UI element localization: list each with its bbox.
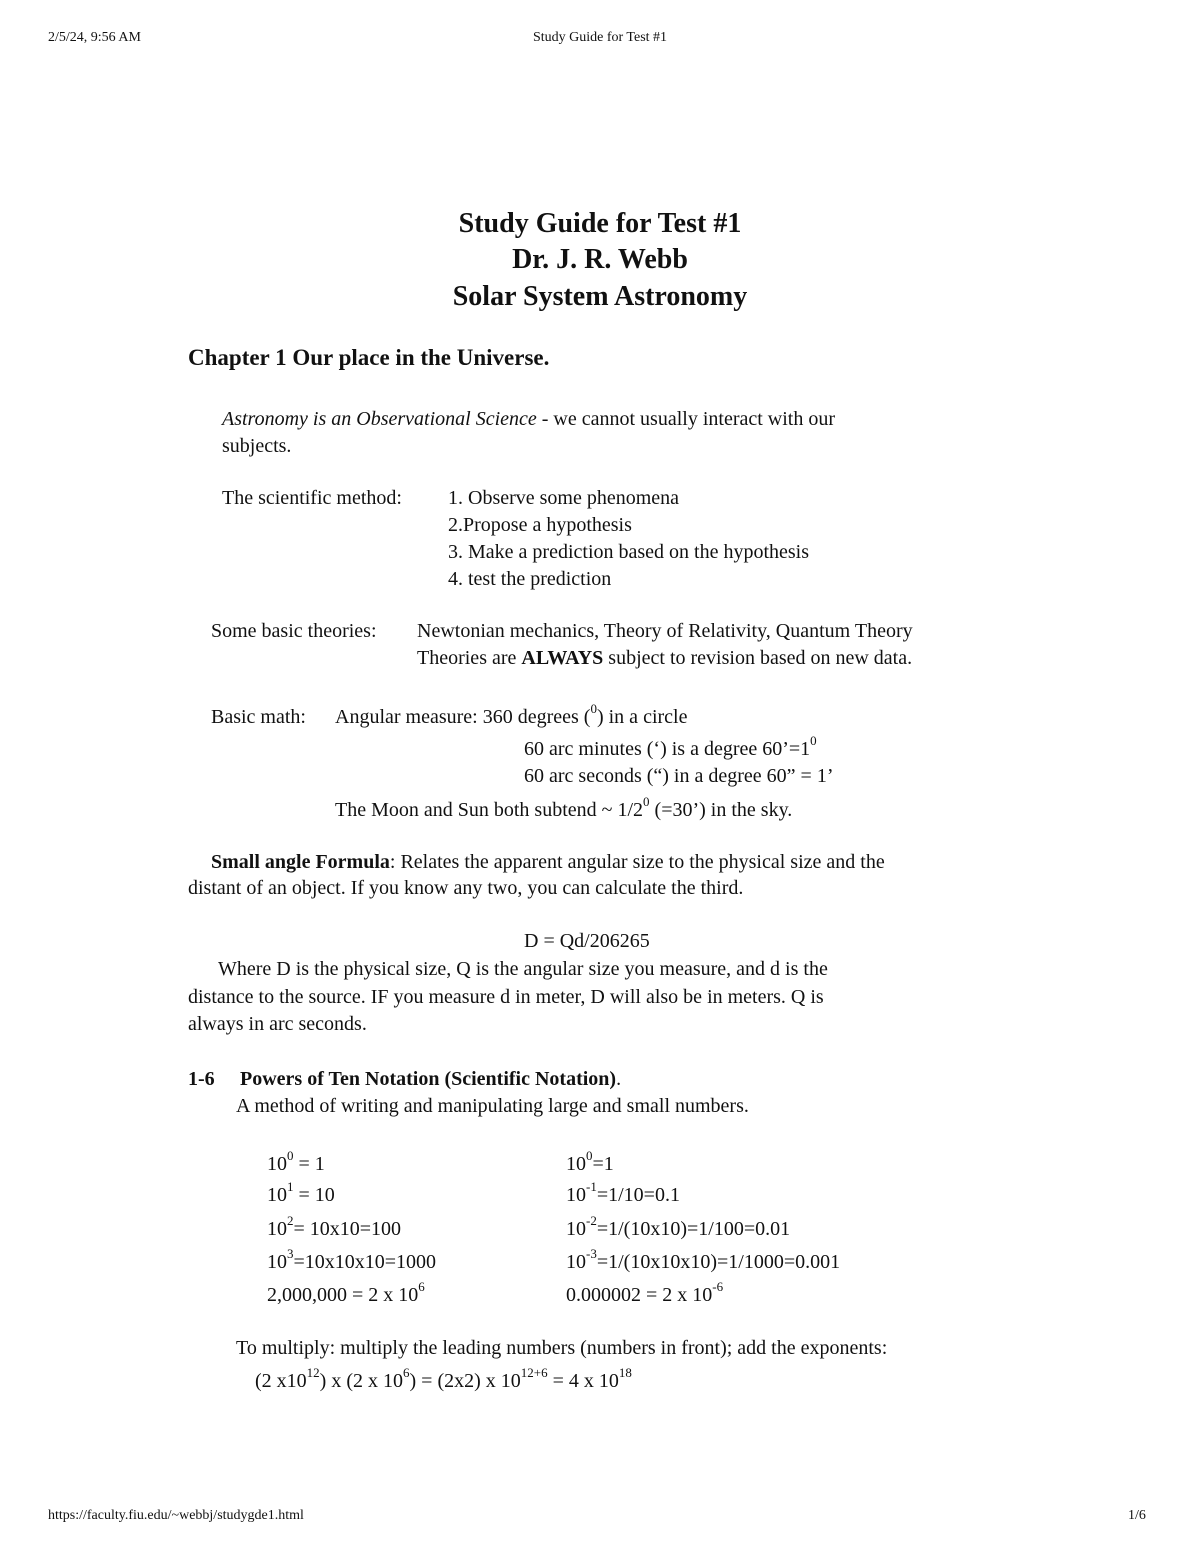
power-exponent: -1 <box>586 1179 597 1195</box>
power-right <box>566 1246 841 1274</box>
power-exponent: 0 <box>287 1148 294 1164</box>
power-exponent: 2 <box>287 1213 294 1229</box>
power-exponent: -6 <box>712 1279 724 1295</box>
observational-science-term: Astronomy is an Observational Science <box>222 408 537 430</box>
chapter-1-heading: Chapter 1 Our place in the Universe. <box>188 345 550 370</box>
power-rest: = 1 <box>293 1153 325 1175</box>
power-rest: =1 <box>592 1153 614 1175</box>
angular-text: ) in a circle <box>596 706 688 728</box>
formula-explanation-line1: Where D is the physical size, Q is the angular size you measure, and d is the <box>218 958 828 980</box>
power-rest: = 10x10=100 <box>293 1218 402 1240</box>
print-page-title: Study Guide for Test #1 <box>532 30 668 45</box>
small-angle-desc: : Relates the apparent angular size to the physical size and the <box>389 851 885 873</box>
power-base: 10 <box>267 1153 287 1175</box>
power-exponent: 3 <box>287 1246 294 1262</box>
power-exponent: 0 <box>586 1148 593 1164</box>
power-right <box>566 1148 614 1176</box>
method-step: 1. Observe some phenomena <box>448 487 680 509</box>
power-base: 10 <box>267 1251 287 1273</box>
print-page-number: 1/6 <box>1128 1508 1146 1523</box>
power-left <box>267 1213 402 1241</box>
section-title-end: . <box>616 1068 622 1090</box>
power-base: 10 <box>566 1218 586 1240</box>
multiply-part: ) = (2x2) x 10 <box>409 1370 521 1392</box>
section-description: A method of writing and manipulating large and small numbers. <box>236 1095 749 1117</box>
revision-text: Theories are <box>417 647 522 669</box>
power-rest: = 10 <box>293 1184 335 1206</box>
observational-science-line2: subjects. <box>222 435 292 457</box>
degree-sup: 0 <box>643 794 650 810</box>
formula-explanation-line3: always in arc seconds. <box>188 1013 367 1035</box>
power-right <box>566 1179 680 1207</box>
power-left <box>267 1148 325 1176</box>
method-step: 2.Propose a hypothesis <box>448 514 632 536</box>
page-title: Study Guide for Test #1 <box>458 208 742 239</box>
arc-minutes <box>524 733 817 761</box>
power-rest: =1/10=0.1 <box>596 1184 680 1206</box>
author: Dr. J. R. Webb <box>512 244 688 275</box>
power-base: 2,000,000 = 2 x 10 <box>267 1284 419 1306</box>
always-emphasis: ALWAYS <box>521 647 604 669</box>
print-datetime: 2/5/24, 9:56 AM <box>48 30 141 45</box>
power-exponent: 1 <box>287 1179 294 1195</box>
power-exponent: 6 <box>418 1279 425 1295</box>
degree-sup: 0 <box>810 733 817 749</box>
theories-list: Newtonian mechanics, Theory of Relativity, Quantum Theory <box>417 620 913 642</box>
course-name: Solar System Astronomy <box>452 281 748 312</box>
power-exponent: -2 <box>586 1213 597 1229</box>
section-number: 1-6 <box>188 1068 215 1090</box>
multiply-part: (2 x10 <box>255 1370 307 1392</box>
angular-measure <box>335 701 688 729</box>
multiply-exponent: 12+6 <box>520 1365 548 1381</box>
power-rest: =1/(10x10x10)=1/1000=0.001 <box>596 1251 841 1273</box>
observational-science-line <box>222 408 835 431</box>
revision-text: subject to revision based on new data. <box>603 647 913 669</box>
observational-science-desc: - we cannot usually interact with our <box>536 408 836 430</box>
small-angle-line1 <box>211 851 885 874</box>
power-base: 10 <box>566 1251 586 1273</box>
power-base: 10 <box>267 1218 287 1240</box>
power-left <box>267 1279 425 1307</box>
section-heading <box>240 1068 621 1091</box>
small-angle-line2: distant of an object. If you know any two, you can calculate the third. <box>188 877 744 899</box>
power-base: 10 <box>267 1184 287 1206</box>
multiply-exponent: 18 <box>618 1365 632 1381</box>
arc-minutes-text: 60 arc minutes (‘) is a degree 60’=1 <box>524 738 811 760</box>
arc-seconds: 60 arc seconds (“) in a degree 60” = 1’ <box>524 765 834 787</box>
degree-sup: 0 <box>590 701 597 717</box>
formula-explanation-line2: distance to the source. IF you measure d in meter, D will also be in meters. Q is <box>188 986 824 1008</box>
power-left <box>267 1179 335 1207</box>
power-right <box>566 1213 791 1241</box>
multiply-example <box>255 1365 632 1393</box>
method-step: 3. Make a prediction based on the hypothesis <box>448 541 810 563</box>
method-step: 4. test the prediction <box>448 568 612 590</box>
moon-sun-subtend <box>335 794 793 822</box>
theories-revision <box>417 647 912 670</box>
moon-text: (=30’) in the sky. <box>649 799 793 821</box>
multiply-exponent: 6 <box>403 1365 410 1381</box>
power-base: 0.000002 = 2 x 10 <box>566 1284 713 1306</box>
power-left <box>267 1246 437 1274</box>
section-title: Powers of Ten Notation (Scientific Notation) <box>240 1068 617 1090</box>
small-angle-formula: D = Qd/206265 <box>524 930 650 952</box>
print-url: https://faculty.fiu.edu/~webbj/studygde1.html <box>48 1508 304 1523</box>
small-angle-term: Small angle Formula <box>211 851 390 873</box>
multiply-part: = 4 x 10 <box>547 1370 619 1392</box>
basic-math-label: Basic math: <box>211 706 306 728</box>
moon-text: The Moon and Sun both subtend ~ 1/2 <box>335 799 644 821</box>
power-right <box>566 1279 724 1307</box>
power-base: 10 <box>566 1184 586 1206</box>
power-rest: =1/(10x10)=1/100=0.01 <box>596 1218 791 1240</box>
power-rest: =10x10x10=1000 <box>293 1251 437 1273</box>
angular-text: Angular measure: 360 degrees ( <box>335 706 591 728</box>
multiply-rule: To multiply: multiply the leading numbers (numbers in front); add the exponents: <box>236 1337 888 1359</box>
multiply-part: ) x (2 x 10 <box>319 1370 403 1392</box>
power-base: 10 <box>566 1153 586 1175</box>
multiply-exponent: 12 <box>306 1365 320 1381</box>
theories-label: Some basic theories: <box>211 620 377 642</box>
scientific-method-label: The scientific method: <box>222 487 402 509</box>
power-exponent: -3 <box>586 1246 597 1262</box>
